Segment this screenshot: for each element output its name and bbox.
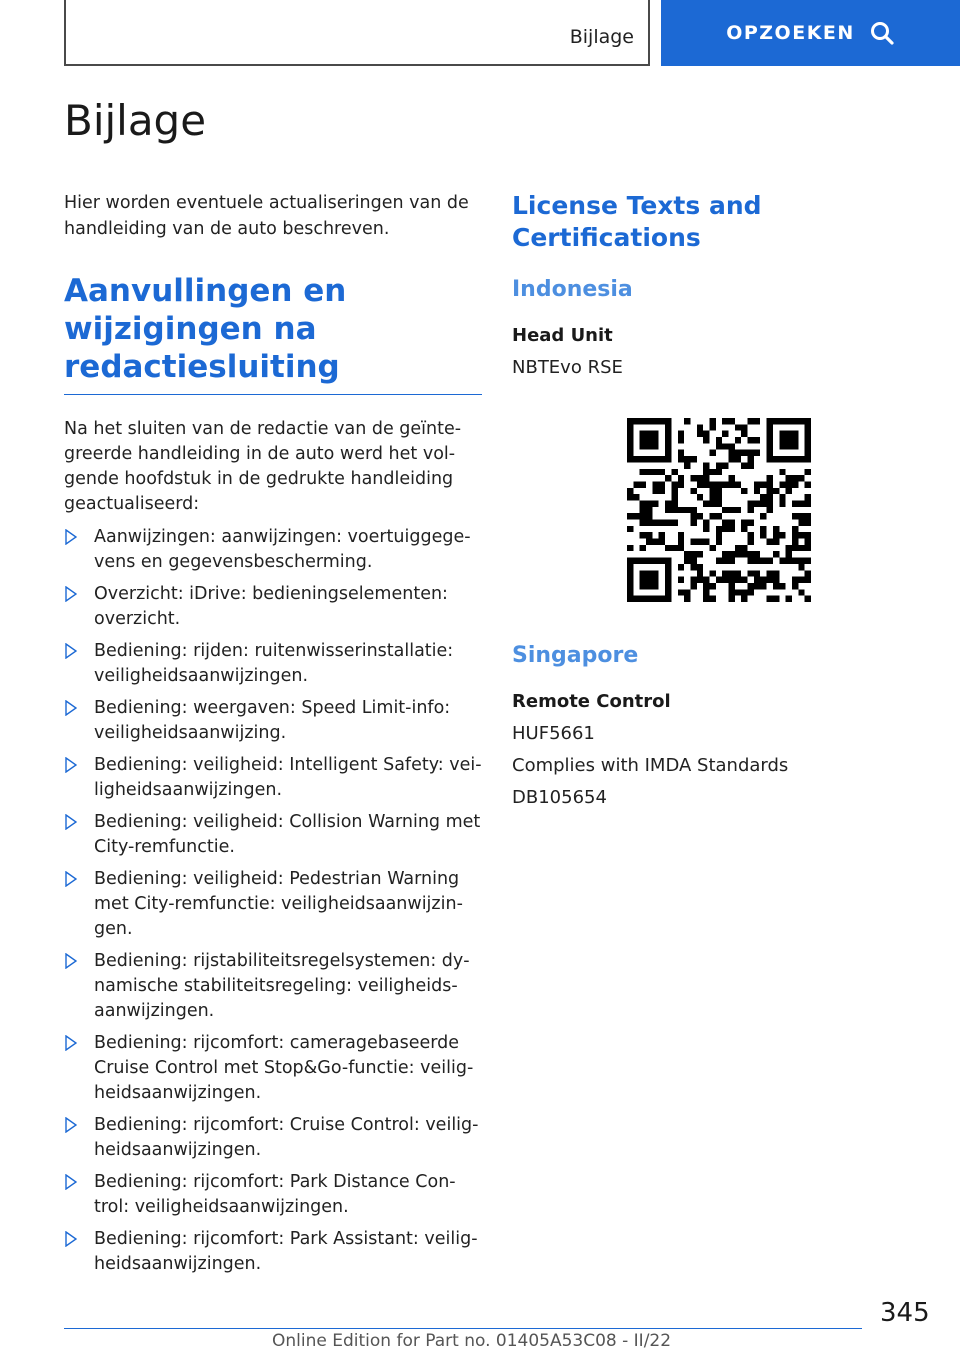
search-label: OPZOEKEN xyxy=(726,22,855,44)
singapore-heading: Singapore xyxy=(512,643,639,668)
list-item xyxy=(64,949,482,1024)
list-item xyxy=(64,582,482,632)
page-title: Bijlage xyxy=(64,96,207,145)
right-column xyxy=(512,190,902,810)
section-title: Aanvullingen en wijzigingen na redactiesluiting xyxy=(64,272,482,395)
list-item xyxy=(64,1031,482,1106)
singapore-line: HUF5661 xyxy=(512,723,595,744)
list-item-text: Bediening: rijden: ruitenwisserinstallatie: veiligheidsaanwijzingen. xyxy=(94,641,454,686)
arrow-bullet-icon xyxy=(65,1174,77,1190)
indonesia-heading: Indonesia xyxy=(512,277,633,302)
indonesia-device-value: NBTEvo RSE xyxy=(512,357,623,378)
list-item xyxy=(64,696,482,746)
arrow-bullet-icon xyxy=(65,1117,77,1133)
list-item-text: Bediening: veiligheid: Pedestrian Warning met City-remfunctie: veiligheidsaanwijzingen. xyxy=(94,869,463,939)
page-number: 345 xyxy=(880,1298,930,1328)
list-item xyxy=(64,810,482,860)
list-item xyxy=(64,753,482,803)
footer-edition: Online Edition for Part no. 01405A53C08 - II/22 xyxy=(272,1331,672,1351)
section-intro: Na het sluiten van de redactie van de geïntegreerde handleiding in de auto werd het volgende hoofdstuk in de gedrukte handleiding geactualiseerd: xyxy=(64,419,462,514)
arrow-bullet-icon xyxy=(65,700,77,716)
list-item-text: Aanwijzingen: aanwijzingen: voertuiggegevens en gegevensbescherming. xyxy=(94,527,471,572)
list-item xyxy=(64,1113,482,1163)
arrow-bullet-icon xyxy=(65,757,77,773)
list-item-text: Bediening: rijcomfort: Cruise Control: veiligheidsaanwijzingen. xyxy=(94,1115,479,1160)
arrow-bullet-icon xyxy=(65,643,77,659)
arrow-bullet-icon xyxy=(65,586,77,602)
license-heading: License Texts and Certifications xyxy=(512,191,762,252)
list-item xyxy=(64,1227,482,1277)
arrow-bullet-icon xyxy=(65,953,77,969)
list-item-text: Overzicht: iDrive: bedieningselementen: overzicht. xyxy=(94,584,448,629)
header-section-title: Bijlage xyxy=(569,26,634,48)
qr-code-icon xyxy=(627,418,811,602)
singapore-line: Complies with IMDA Standards xyxy=(512,755,789,776)
list-item-text: Bediening: veiligheid: Intelligent Safety: veiligheidsaanwijzingen. xyxy=(94,755,482,800)
singapore-line: DB105654 xyxy=(512,787,607,808)
qr-code xyxy=(627,418,811,602)
header-bar xyxy=(64,0,650,66)
list-item-text: Bediening: rijcomfort: Park Assistant: veiligheidsaanwijzingen. xyxy=(94,1229,478,1274)
list-item xyxy=(64,525,482,575)
update-list xyxy=(64,525,482,1277)
arrow-bullet-icon xyxy=(65,871,77,887)
list-item xyxy=(64,1170,482,1220)
arrow-bullet-icon xyxy=(65,814,77,830)
left-column xyxy=(64,190,482,1277)
list-item-text: Bediening: rijcomfort: Park Distance Control: veiligheidsaanwijzingen. xyxy=(94,1172,456,1217)
search-icon xyxy=(869,20,895,46)
list-item xyxy=(64,639,482,689)
list-item-text: Bediening: veiligheid: Collision Warning met City-remfunctie. xyxy=(94,812,481,857)
indonesia-device-label: Head Unit xyxy=(512,325,613,346)
list-item-text: Bediening: rijcomfort: cameragebaseerde Cruise Control met Stop&Go-functie: veiligheidsaanwijzingen. xyxy=(94,1033,474,1103)
list-item-text: Bediening: weergaven: Speed Limit-info: veiligheidsaanwijzing. xyxy=(94,698,451,743)
arrow-bullet-icon xyxy=(65,529,77,545)
arrow-bullet-icon xyxy=(65,1231,77,1247)
search-tab[interactable] xyxy=(661,0,960,66)
list-item xyxy=(64,867,482,942)
singapore-device-label: Remote Control xyxy=(512,691,671,712)
arrow-bullet-icon xyxy=(65,1035,77,1051)
footer-divider xyxy=(64,1328,862,1329)
list-item-text: Bediening: rijstabiliteitsregelsystemen: dynamische stabiliteitsregeling: veiligheidsaanwijzingen. xyxy=(94,951,470,1021)
intro-paragraph: Hier worden eventuele actualiseringen van de handleiding van de auto beschreven. xyxy=(64,193,469,239)
